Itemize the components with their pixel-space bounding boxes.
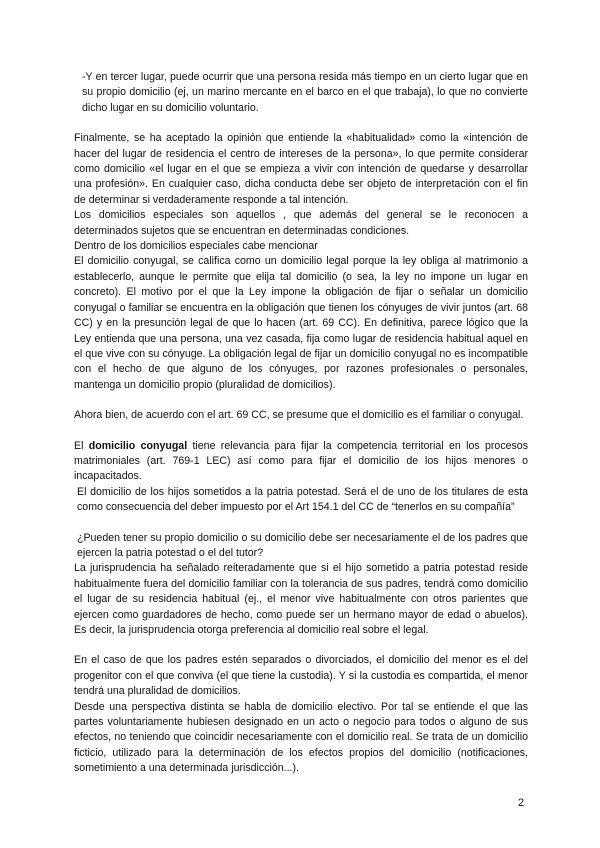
paragraph-separated-parents: En el caso de que los padres estén separados o divorciados, el domicilio del menor es el del progenitor con el que conviva (el que tiene la custodia). Y si la custodia es compartida, el menor tendrá una pluralidad de domicilios. (74, 654, 528, 698)
paragraph-children-domicile: El domicilio de los hijos sometidos a la patria potestad. Será el de uno de los titulares de esta como consecuencia del deber impuesto por el Art 154.1 del CC de “tenerlos en su compañía” (77, 485, 528, 514)
paragraph-conjugal-domicile: El domicilio conyugal, se califica como un domicilio legal porque la ley obliga al matrimonio a establecerlo, aunque le permite que elija tal domicilio (o sea, la ley no impone un lugar en concreto). El motivo por el que la Ley impone la obligación de fijar o señalar un domicilio conyugal o familiar se encuentra en la obligación que tienen los cónyuges de vivir juntos (art. 68 CC) y en la presunción legal de que lo hacen (art. 69 CC). En definitiva, parece lógico que la Ley entienda que una persona, una vez casada, fija como lugar de residencia habitual aquel en el que vive con su cónyuge. La obligación legal de fijar un domicilio conyugal no es incompatible con el hecho de que alguno de los cónyuges, por razones profesionales o personales, mantenga un domicilio propio (pluralidad de domicilios). (74, 255, 528, 391)
paragraph-elective-domicile: Desde una perspectiva distinta se habla de domicilio electivo. Por tal se entiende el que las partes voluntariamente hubiesen designado en un acto o negocio para todos o alguno de sus efectos, no teniendo que coincidir necesariamente con el domicilio real. Se trata de un domicilio ficticio, utilizado para la determinación de los efectos propios del domicilio (notificaciones, sometimiento a una determinada jurisdicción...). (74, 700, 528, 775)
paragraph-question: ¿Pueden tener su propio domicilio o su domicilio debe ser necesariamente el de los padres que ejercen la patria potestad o el del tutor? (77, 531, 528, 559)
bold-term-conjugal-domicile: domicilio conyugal (88, 439, 188, 452)
paragraph-third-case: -Y en tercer lugar, puede ocurrir que una persona resida más tiempo en un cierto lugar que en su propio domicilio (ej, un marino mercante en el barco en el que trabaja), lo que no convierte dicho lugar en su domicilio voluntario. (82, 71, 528, 114)
paragraph-presumption: Ahora bien, de acuerdo con el art. 69 CC, se presume que el domicilio es el familiar o conyugal. (74, 409, 524, 422)
paragraph-jurisprudence: La jurisprudencia ha señalado reiteradamente que si el hijo sometido a patria potestad reside habitualmente fuera del domicilio familiar con la tolerancia de sus padres, tendrá como domicilio el lugar de su residencia habitual (ej., el menor vive habitualmente con otros parientes que ejercen como guardadores de hecho, como puede ser un hermano mayor de edad o abuelos). Es decir, la jurisprudencia otorga preferencia al domicilio real sobre el legal. (74, 562, 528, 636)
paragraph-special-domicile: Los domicilios especiales son aquellos , que además del general se le reconocen a determinados sujetos que se encuentran en determinadas condiciones. (74, 209, 528, 237)
paragraph-conjugal-relevance (74, 439, 528, 485)
page-number: 2 (518, 797, 525, 809)
body-text (74, 70, 528, 777)
paragraph-habitualidad: Finalmente, se ha aceptado la opinión que entiende la «habitualidad» como la «intención de hacer del lugar de residencia el centro de intereses de la persona», lo que permite considerar como domicilio «el lugar en el que se empieza a vivir con intención de quedarse y desarrollar una profesión». En cualquier caso, dicha conducta debe ser objeto de interpretación con el fin de determinar si verdaderamente responde a tal intención. (74, 132, 528, 206)
paragraph-special-list-intro: Dentro de los domicilios especiales cabe mencionar (74, 240, 318, 253)
conjugal-relevance-lead: El (74, 439, 89, 452)
conjugal-relevance-rest: tiene relevancia para fijar la competencia territorial en los procesos matrimoniales (art. 769-1 LEC) así como para fijar el domicilio de los hijos menores o incapacitados. (74, 439, 528, 483)
